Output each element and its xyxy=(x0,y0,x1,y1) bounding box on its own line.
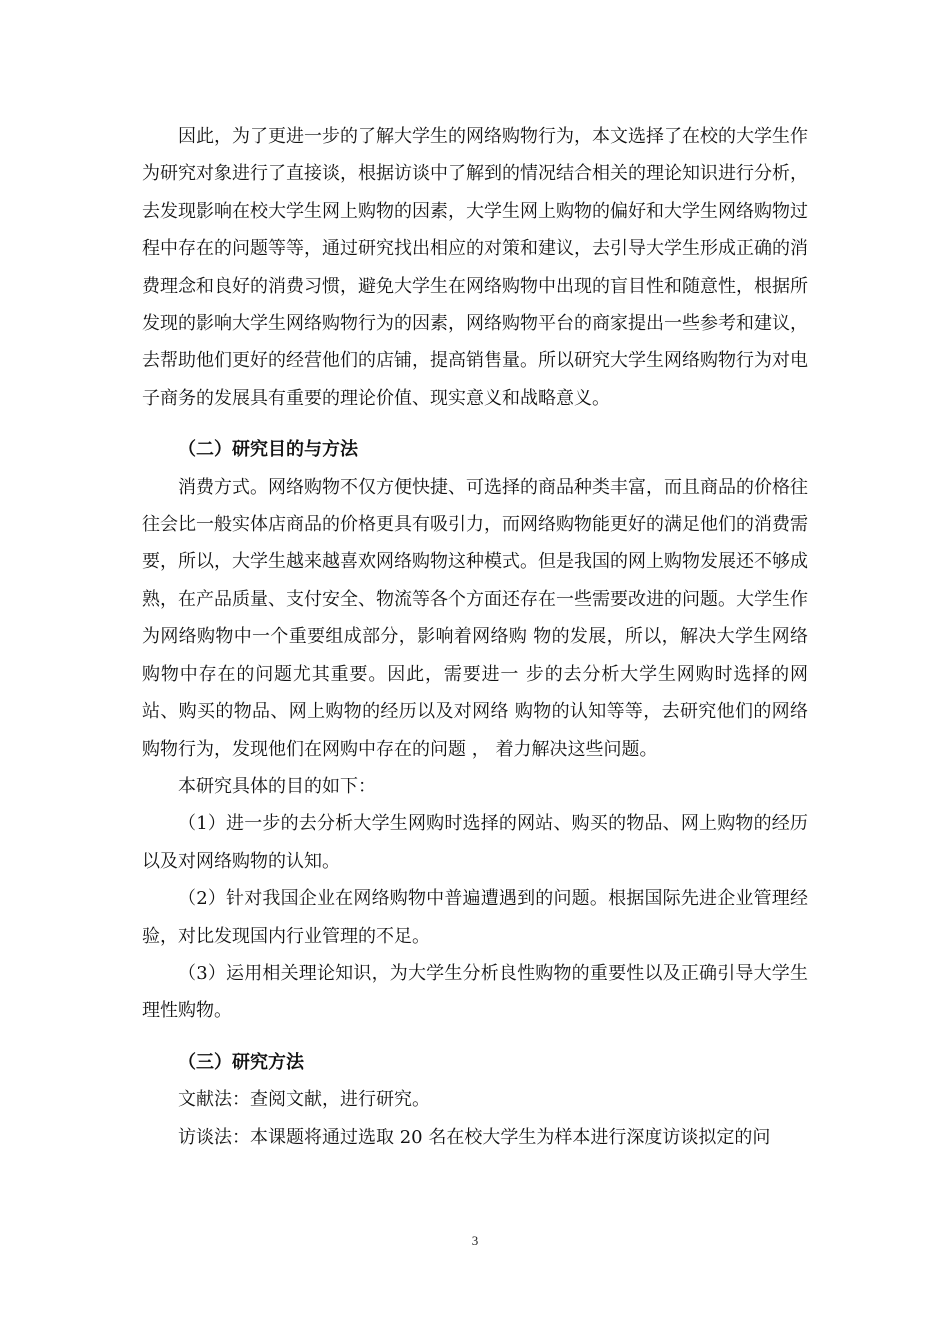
paragraph-interview-method: 访谈法：本课题将通过选取 20 名在校大学生为样本进行深度访谈拟定的问 xyxy=(178,1126,771,1148)
paragraph-purpose-intro: 本研究具体的目的如下： xyxy=(178,775,376,797)
page-number: 3 xyxy=(471,1233,479,1248)
list-item-purpose-3: （3）运用相关理论知识，为大学生分析良性购物的重要性以及正确引导大学生理性购物。 xyxy=(142,962,808,1022)
paragraph-significance: 因此，为了更进一步的了解大学生的网络购物行为，本文选择了在校的大学生作为研究对象进行了直接谈，根据访谈中了解到的情况结合相关的理论知识进行分析，去发现影响在校大学生网上购物的因素，大学生网上购物的偏好和大学生网络购物过程中存在的问题等等，通过研究找出相应的对策和建议，去引导大学生形成正确的消费理念和良好的消费习惯，避免大学生在网络购物中出现的盲目性和随意性，根据所发现的影响大学生网络购物行为的因素，网络购物平台的商家提出一些参考和建议，去帮助他们更好的经营他们的店铺，提高销售量。所以研究大学生网络购物行为对电子商务的发展具有重要的理论价值、现实意义和战略意义。 xyxy=(142,126,808,409)
paragraph-consumption-mode: 消费方式。网络购物不仅方便快捷、可选择的商品种类丰富，而且商品的价格往 往会比一般实体店商品的价格更具有吸引力，而网络购物能更好的满足他们的消费需要，所以，大学生越来越喜欢网络购物这种模式。但是我国的网上购物发展还不够成熟，在产品质量、支付安全、物流等各个方面还存在一些需要改进的问题。大学生作为网络购物中一个重要组成部分，影响着网络购 物的发展，所以，解决大学生网络购物中存在的问题尤其重要。因此，需要进一 步的去分析大学生网购时选择的网站、购买的物品、网上购物的经历以及对网络 购物的认知等等，去研究他们的网络购物行为，发现他们在网购中存在的问题 ， 着力解决这些问题。 xyxy=(142,476,808,760)
page-body xyxy=(142,118,808,1156)
list-item-purpose-2: （2）针对我国企业在网络购物中普遍遭遇到的问题。根据国际先进企业管理经验，对比发现国内行业管理的不足。 xyxy=(142,888,808,947)
section-heading-methods: （三）研究方法 xyxy=(178,1051,304,1073)
section-heading-purpose-and-methods: （二）研究目的与方法 xyxy=(178,439,358,461)
list-item-purpose-1: （1）进一步的去分析大学生网购时选择的网站、购买的物品、网上购物的经历以及对网络购物的认知。 xyxy=(142,813,808,872)
paragraph-literature-method: 文献法：查阅文献，进行研究。 xyxy=(178,1089,430,1111)
